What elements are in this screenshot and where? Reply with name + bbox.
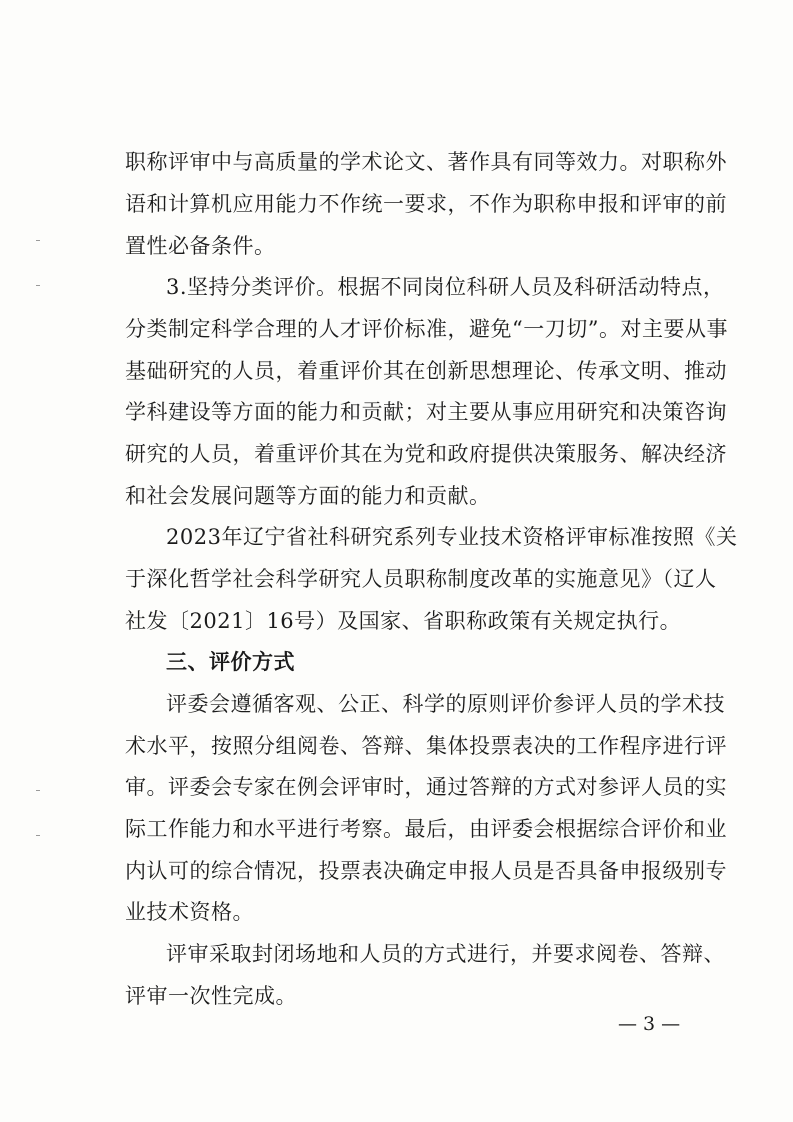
body-text-line: 2023年辽宁省社科研究系列专业技术资格评审标准按照《关 <box>166 525 738 549</box>
body-text-line: 研究的人员，着重评价其在为党和政府提供决策服务、解决经济 <box>125 442 727 466</box>
body-text-line: 际工作能力和水平进行考察。最后，由评委会根据综合评价和业 <box>125 817 727 841</box>
body-text-line: 3.坚持分类评价。根据不同岗位科研人员及科研活动特点， <box>166 275 725 299</box>
body-text-line: 术水平，按照分组阅卷、答辩、集体投票表决的工作程序进行评 <box>125 734 727 758</box>
body-text-line: 社发〔2021〕16号）及国家、省职称政策有关规定执行。 <box>125 609 682 633</box>
section-heading: 三、评价方式 <box>166 650 295 674</box>
scan-mark <box>36 790 40 791</box>
page-number: — 3 — <box>618 1013 681 1035</box>
body-text-line: 内认可的综合情况，投票表决确定申报人员是否具备申报级别专 <box>125 859 727 883</box>
body-text-line: 业技术资格。 <box>125 900 254 924</box>
body-text-line: 置性必备条件。 <box>125 234 276 258</box>
body-text-line: 评委会遵循客观、公正、科学的原则评价参评人员的学术技 <box>166 692 725 716</box>
body-text-line: 评审一次性完成。 <box>125 984 297 1008</box>
body-text-line: 于深化哲学社会科学研究人员职称制度改革的实施意见》（辽人 <box>125 567 717 591</box>
scan-mark <box>36 835 40 836</box>
body-text-line: 和社会发展问题等方面的能力和贡献。 <box>125 484 491 508</box>
body-text-line: 职称评审中与高质量的学术论文、著作具有同等效力。对职称外 <box>125 150 727 174</box>
scan-mark <box>36 240 40 241</box>
body-text-line: 审。评委会专家在例会评审时，通过答辩的方式对参评人员的实 <box>125 775 727 799</box>
body-text-line: 学科建设等方面的能力和贡献；对主要从事应用研究和决策咨询 <box>125 400 727 424</box>
body-text-line: 评审采取封闭场地和人员的方式进行，并要求阅卷、答辩、 <box>166 942 725 966</box>
body-text-line: 分类制定科学合理的人才评价标准，避免“一刀切”。对主要从事 <box>125 317 728 341</box>
body-text-line: 基础研究的人员，着重评价其在创新思想理论、传承文明、推动 <box>125 359 727 383</box>
scan-mark <box>36 285 40 286</box>
body-text-line: 语和计算机应用能力不作统一要求，不作为职称申报和评审的前 <box>125 192 727 216</box>
